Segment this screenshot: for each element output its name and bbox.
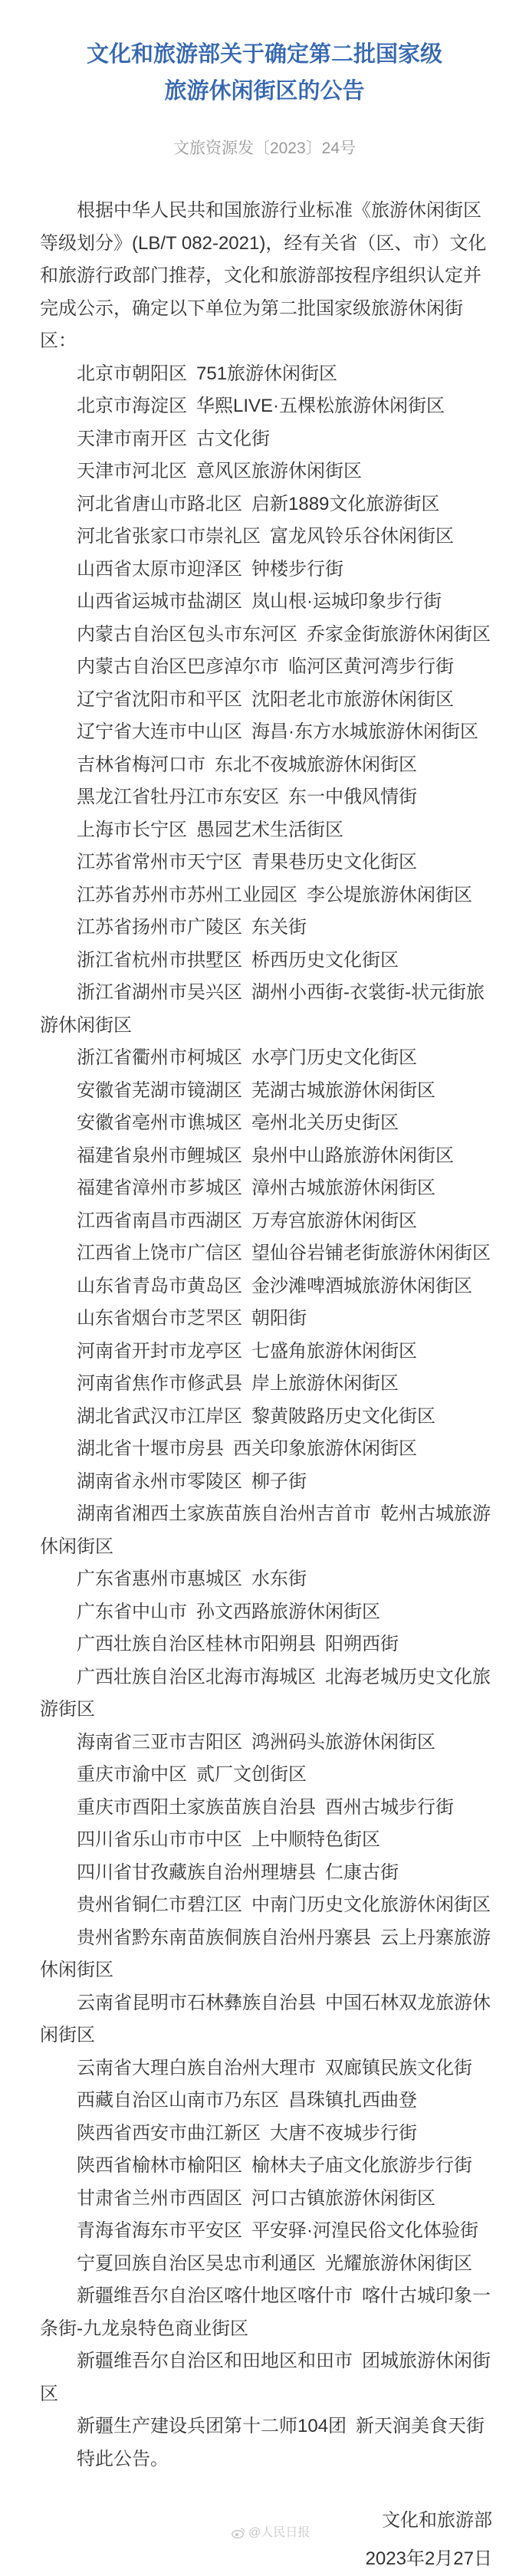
district-list-item xyxy=(40,814,492,847)
district-list-item xyxy=(40,1140,492,1173)
watermark xyxy=(232,2524,310,2542)
district-region: 广东省中山市 xyxy=(77,1601,187,1622)
district-region: 河南省开封市龙亭区 xyxy=(77,1340,242,1362)
district-name: 新天润美食天街 xyxy=(356,2416,485,2436)
district-list-item xyxy=(40,2215,492,2248)
district-list-item xyxy=(40,521,492,554)
district-list-item xyxy=(40,1987,492,2052)
district-region: 宁夏回族自治区吴忠市利通区 xyxy=(77,2252,316,2274)
district-list-item xyxy=(40,1237,492,1270)
district-region: 新疆生产建设兵团第十二师104团 xyxy=(77,2416,347,2436)
district-region: 新疆维吾尔自治区喀什地区喀什市 xyxy=(77,2285,353,2306)
district-name: 亳州北关历史街区 xyxy=(251,1112,399,1133)
district-region: 贵州省铜仁市碧江区 xyxy=(77,1894,242,1915)
district-list-item xyxy=(40,2150,492,2183)
district-region: 广东省惠州市惠城区 xyxy=(77,1569,242,1589)
district-list-item xyxy=(40,1336,492,1368)
district-region: 天津市南开区 xyxy=(77,428,187,449)
district-region: 甘肃省兰州市西固区 xyxy=(77,2187,242,2209)
district-list-item xyxy=(40,2052,492,2085)
district-list-item xyxy=(40,1107,492,1140)
district-region: 湖南省永州市零陵区 xyxy=(77,1470,242,1492)
district-name: 团城旅游休闲街区 xyxy=(40,2351,491,2404)
district-name: 华熙LIVE·五棵松旅游休闲街区 xyxy=(196,396,445,416)
district-list-item xyxy=(40,488,492,521)
district-region: 内蒙古自治区巴彦淖尔市 xyxy=(77,656,279,677)
district-region: 西藏自治区山南市乃东区 xyxy=(77,2090,279,2111)
announcement-title: 文化和旅游部关于确定第二批国家级旅游休闲街区的公告 xyxy=(86,42,442,104)
district-name: 湖州小西街-衣裳街-状元街旅游休闲街区 xyxy=(40,982,485,1036)
district-list-item xyxy=(40,912,492,945)
district-region: 江西省南昌市西湖区 xyxy=(77,1210,242,1231)
district-name: 孙文西路旅游休闲街区 xyxy=(196,1601,380,1622)
district-name: 七盛角旅游休闲街区 xyxy=(251,1340,417,1362)
district-region: 青海省海东市平安区 xyxy=(77,2220,242,2241)
district-list-item xyxy=(40,1759,492,1792)
district-list-item xyxy=(40,1075,492,1108)
district-region: 山西省太原市迎泽区 xyxy=(77,558,242,580)
district-name: 金沙滩啤酒城旅游休闲街区 xyxy=(251,1275,472,1296)
district-list-item xyxy=(40,455,492,488)
district-region: 上海市长宁区 xyxy=(77,819,187,840)
district-list-item xyxy=(40,2183,492,2216)
announcement-body xyxy=(40,195,492,2476)
district-name: 乾州古城旅游休闲街区 xyxy=(40,1503,491,1557)
district-list-item xyxy=(40,423,492,456)
district-region: 福建省漳州市芗城区 xyxy=(77,1178,242,1198)
district-region: 安徽省亳州市谯城区 xyxy=(77,1112,242,1133)
watermark-text: @人民日报 xyxy=(248,2526,310,2539)
district-name: 漳州古城旅游休闲街区 xyxy=(251,1178,435,1198)
district-list-item xyxy=(40,1498,492,1563)
district-name: 泉州中山路旅游休闲街区 xyxy=(251,1145,454,1166)
district-list-item xyxy=(40,879,492,912)
district-name: 临河区黄河湾步行街 xyxy=(288,656,454,677)
district-list-item xyxy=(40,684,492,717)
district-list-item xyxy=(40,846,492,879)
district-name: 芜湖古城旅游休闲街区 xyxy=(251,1079,435,1101)
district-name: 平安驿·河湟民俗文化体验街 xyxy=(251,2220,478,2241)
district-region: 海南省三亚市吉阳区 xyxy=(77,1731,242,1753)
district-name: 东北不夜城旅游休闲街区 xyxy=(215,754,417,775)
district-name: 水亭门历史文化街区 xyxy=(251,1047,417,1068)
district-name: 光耀旅游休闲街区 xyxy=(325,2252,472,2274)
district-region: 浙江省湖州市吴兴区 xyxy=(77,982,242,1003)
district-region: 浙江省衢州市柯城区 xyxy=(77,1047,242,1068)
district-name: 望仙谷岩铺老街旅游休闲街区 xyxy=(251,1243,491,1263)
district-name: 北海老城历史文化旅游街区 xyxy=(40,1666,491,1720)
district-list-item xyxy=(40,1889,492,1922)
district-region: 山东省青岛市黄岛区 xyxy=(77,1275,242,1296)
district-region: 重庆市酉阳土家族苗族自治县 xyxy=(77,1796,316,1818)
district-region: 河北省张家口市崇礼区 xyxy=(77,526,261,547)
district-list-item xyxy=(40,1727,492,1760)
district-region: 贵州省黔东南苗族侗族自治州丹寨县 xyxy=(77,1927,371,1948)
issuer-signature: 文化和旅游部 xyxy=(382,2510,492,2531)
district-region: 河南省焦作市修武县 xyxy=(77,1373,242,1394)
district-list-item xyxy=(40,1792,492,1825)
district-name: 鸿洲码头旅游休闲街区 xyxy=(251,1731,435,1753)
district-name: 海昌·东方水城旅游休闲街区 xyxy=(251,721,478,742)
district-list-item xyxy=(40,619,492,652)
district-list-item xyxy=(40,781,492,814)
district-name: 阳朔西街 xyxy=(325,1634,399,1654)
district-name: 启新1889文化旅游街区 xyxy=(251,493,440,514)
district-name: 李公堤旅游休闲街区 xyxy=(307,884,472,905)
district-list-item xyxy=(40,358,492,391)
district-region: 湖南省湘西土家族苗族自治州吉首市 xyxy=(77,1503,371,1524)
district-region: 山东省烟台市芝罘区 xyxy=(77,1308,242,1329)
district-name: 云上丹寨旅游休闲街区 xyxy=(40,1927,491,1980)
district-list-item xyxy=(40,1303,492,1336)
district-list-item xyxy=(40,945,492,978)
district-region: 江西省上饶市广信区 xyxy=(77,1243,242,1263)
district-list-item xyxy=(40,1205,492,1238)
district-name: 钟楼步行街 xyxy=(251,558,343,580)
district-region: 内蒙古自治区包头市东河区 xyxy=(77,623,297,645)
district-region: 云南省大理白族自治州大理市 xyxy=(77,2057,316,2078)
district-name: 大唐不夜城步行街 xyxy=(270,2122,417,2144)
district-name: 岸上旅游休闲街区 xyxy=(251,1373,399,1394)
district-list-item xyxy=(40,2085,492,2118)
district-region: 河北省唐山市路北区 xyxy=(77,493,242,514)
district-name: 岚山根·运城印象步行街 xyxy=(251,591,442,612)
district-region: 新疆维吾尔自治区和田地区和田市 xyxy=(77,2351,353,2371)
district-name: 沈阳老北市旅游休闲街区 xyxy=(251,688,454,710)
district-list-item xyxy=(40,1824,492,1857)
district-region: 陕西省西安市曲江新区 xyxy=(77,2122,261,2144)
district-list-item xyxy=(40,1172,492,1205)
district-name: 富龙风铃乐谷休闲街区 xyxy=(270,526,454,547)
district-list-item xyxy=(40,977,492,1042)
district-name: 双廊镇民族文化街 xyxy=(325,2057,472,2078)
district-list-item xyxy=(40,1466,492,1499)
district-list-item xyxy=(40,1596,492,1629)
district-region: 北京市海淀区 xyxy=(77,396,187,416)
district-region: 江苏省常州市天宁区 xyxy=(77,852,242,872)
district-region: 浙江省杭州市拱墅区 xyxy=(77,949,242,971)
district-list-item xyxy=(40,2118,492,2150)
district-list-item xyxy=(40,1401,492,1434)
district-list-item xyxy=(40,1433,492,1466)
district-name: 愚园艺术生活街区 xyxy=(196,819,343,840)
district-name: 贰厂文创街区 xyxy=(196,1764,307,1785)
district-region: 湖北省十堰市房县 xyxy=(77,1438,224,1459)
district-name: 青果巷历史文化街区 xyxy=(251,852,417,872)
district-list-item xyxy=(40,651,492,684)
district-region: 重庆市渝中区 xyxy=(77,1764,187,1785)
district-name: 意风区旅游休闲街区 xyxy=(196,461,362,481)
district-name: 东一中俄风情街 xyxy=(288,787,417,807)
document-number: 文旅资源发〔2023〕24号 xyxy=(172,140,356,157)
district-region: 福建省泉州市鲤城区 xyxy=(77,1145,242,1166)
district-name: 榆林夫子庙文化旅游步行街 xyxy=(251,2155,472,2176)
district-region: 北京市朝阳区 xyxy=(77,363,187,384)
district-name: 水东街 xyxy=(251,1569,307,1589)
district-list-item xyxy=(40,1270,492,1303)
district-name: 喀什古城印象一条街-九龙泉特色商业街区 xyxy=(40,2285,491,2339)
district-list-item xyxy=(40,2410,492,2443)
district-list-item xyxy=(40,2280,492,2345)
district-name: 东关街 xyxy=(251,917,307,938)
district-list-item xyxy=(40,1368,492,1401)
district-name: 昌珠镇扎西曲登 xyxy=(288,2090,417,2111)
district-region: 吉林省梅河口市 xyxy=(77,754,205,775)
district-name: 河口古镇旅游休闲街区 xyxy=(251,2187,435,2209)
closing-statement: 特此公告。 xyxy=(77,2448,169,2469)
district-region: 江苏省扬州市广陵区 xyxy=(77,917,242,938)
district-list-item xyxy=(40,1628,492,1661)
district-region: 天津市河北区 xyxy=(77,461,187,481)
district-list-item xyxy=(40,586,492,619)
district-region: 广西壮族自治区北海市海城区 xyxy=(77,1666,316,1687)
district-list-item xyxy=(40,1857,492,1890)
district-name: 万寿宫旅游休闲街区 xyxy=(251,1210,417,1231)
district-name: 上中顺特色街区 xyxy=(251,1829,380,1850)
intro-paragraph: 根据中华人民共和国旅游行业标准《旅游休闲街区等级划分》(LB/T 082-2021)，经有关省（区、市）文化和旅游行政部门推荐，文化和旅游部按程序组织认定并完成公示，确定以下单位为第二批国家级旅游休闲街区： xyxy=(40,200,487,351)
district-list-item xyxy=(40,2345,492,2410)
district-region: 四川省甘孜藏族自治州理塘县 xyxy=(77,1861,316,1883)
district-list-item xyxy=(40,1563,492,1596)
district-list-item xyxy=(40,2248,492,2281)
district-list-item xyxy=(40,1042,492,1075)
district-region: 辽宁省沈阳市和平区 xyxy=(77,688,242,710)
district-region: 辽宁省大连市中山区 xyxy=(77,721,242,742)
district-region: 云南省昆明市石林彝族自治县 xyxy=(77,1992,316,2013)
district-region: 黑龙江省牡丹江市东安区 xyxy=(77,787,279,807)
district-list-item xyxy=(40,749,492,782)
district-region: 江苏省苏州市苏州工业园区 xyxy=(77,884,297,905)
district-name: 柳子街 xyxy=(251,1470,307,1492)
district-list xyxy=(40,358,492,2443)
district-region: 安徽省芜湖市镜湖区 xyxy=(77,1079,242,1101)
district-region: 陕西省榆林市榆阳区 xyxy=(77,2155,242,2176)
district-name: 朝阳街 xyxy=(251,1308,307,1329)
district-list-item xyxy=(40,716,492,749)
district-region: 四川省乐山市市中区 xyxy=(77,1829,242,1850)
district-name: 仁康古街 xyxy=(325,1861,399,1883)
district-name: 中南门历史文化旅游休闲街区 xyxy=(251,1894,491,1915)
district-region: 山西省运城市盐湖区 xyxy=(77,591,242,612)
district-region: 湖北省武汉市江岸区 xyxy=(77,1405,242,1427)
district-name: 乔家金街旅游休闲街区 xyxy=(307,623,491,645)
district-name: 酉州古城步行街 xyxy=(325,1796,454,1818)
district-list-item xyxy=(40,554,492,586)
district-name: 黎黄陂路历史文化街区 xyxy=(251,1405,435,1427)
issue-date: 2023年2月27日 xyxy=(365,2548,492,2569)
district-list-item xyxy=(40,390,492,423)
district-name: 桥西历史文化街区 xyxy=(251,949,399,971)
district-name: 中国石林双龙旅游休闲街区 xyxy=(40,1992,491,2045)
district-region: 广西壮族自治区桂林市阳朔县 xyxy=(77,1634,316,1654)
district-list-item xyxy=(40,1922,492,1987)
weibo-logo-icon xyxy=(232,2528,245,2538)
district-list-item xyxy=(40,1661,492,1727)
district-name: 751旅游休闲街区 xyxy=(196,363,338,384)
district-name: 西关印象旅游休闲街区 xyxy=(233,1438,417,1459)
announcement-header xyxy=(0,36,529,164)
district-name: 古文化街 xyxy=(196,428,270,449)
